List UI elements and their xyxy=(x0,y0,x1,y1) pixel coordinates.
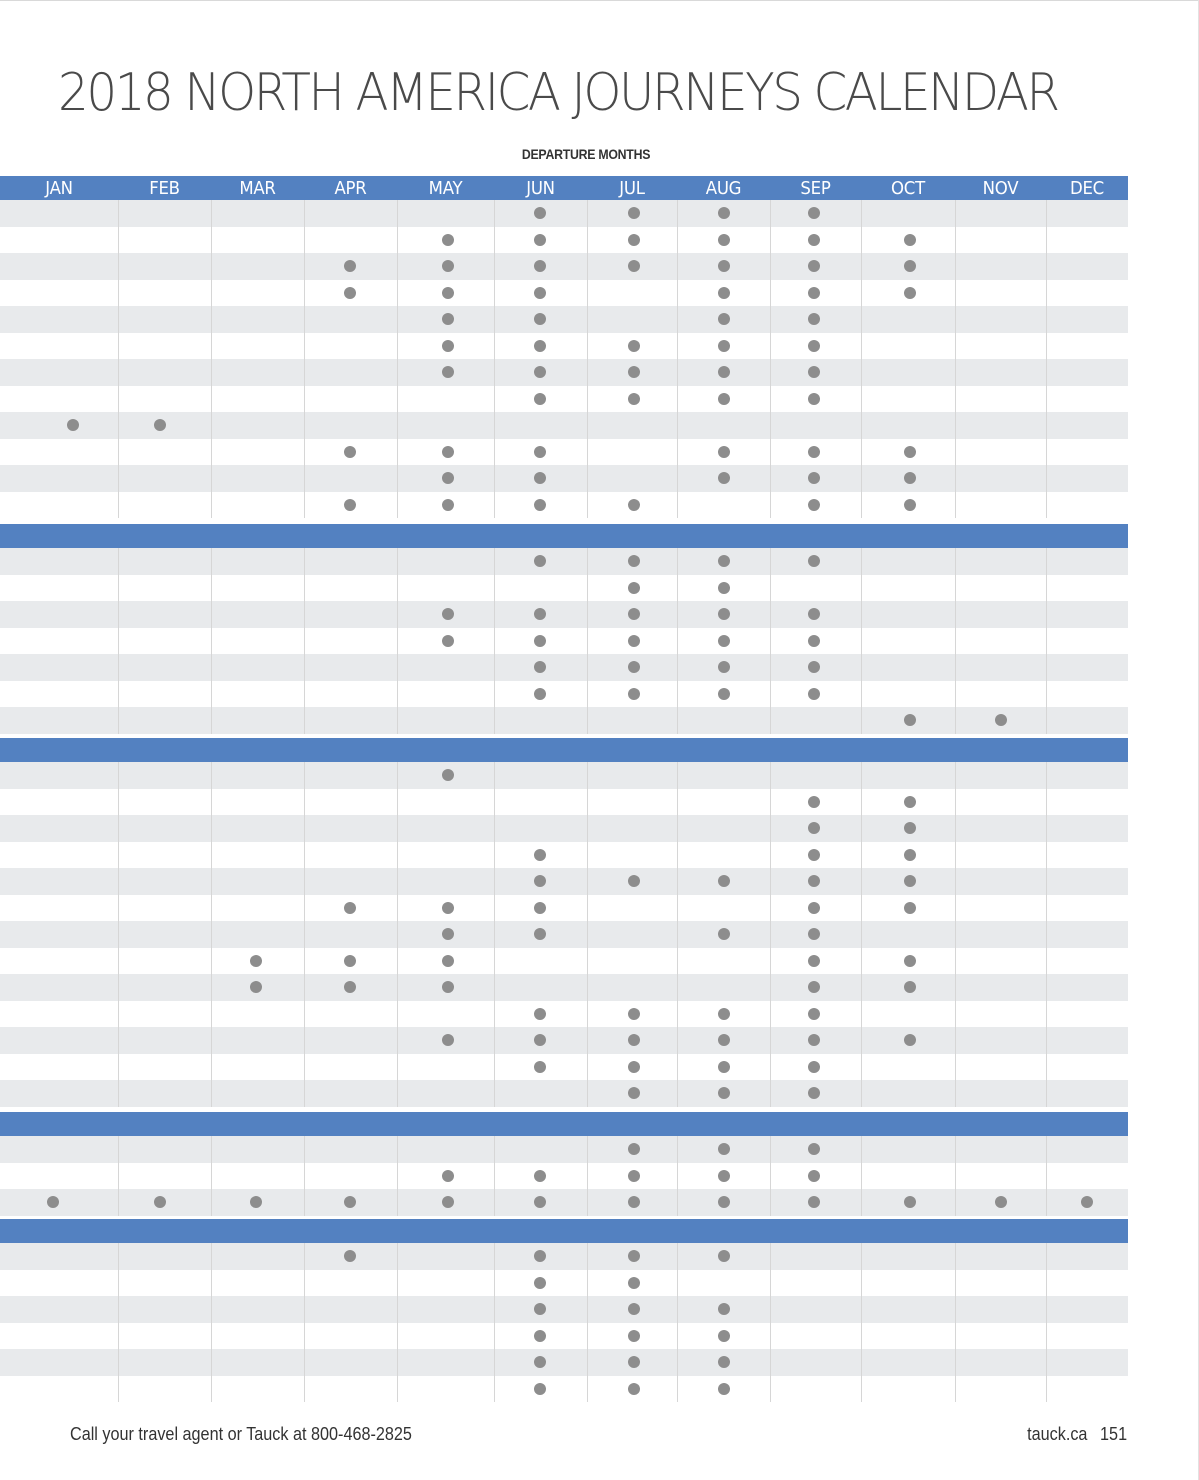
departure-dot xyxy=(442,1170,454,1182)
column-divider xyxy=(397,762,398,1107)
departure-dot xyxy=(442,955,454,967)
column-divider xyxy=(1046,548,1047,734)
table-row xyxy=(0,1163,1128,1190)
table-row xyxy=(0,1376,1128,1403)
table-row xyxy=(0,548,1128,575)
column-divider xyxy=(304,200,305,518)
month-aug: AUG xyxy=(705,178,742,199)
departure-dot xyxy=(718,340,730,352)
departure-dot xyxy=(344,446,356,458)
departure-dot xyxy=(534,1170,546,1182)
departure-dot xyxy=(718,1008,730,1020)
month-jun: JUN xyxy=(526,178,555,199)
departure-dot xyxy=(718,1383,730,1395)
table-row xyxy=(0,1296,1128,1323)
month-sep: SEP xyxy=(800,178,831,199)
table-row xyxy=(0,601,1128,628)
column-divider xyxy=(677,762,678,1107)
column-divider xyxy=(677,548,678,734)
table-row xyxy=(0,707,1128,734)
departure-dot xyxy=(442,902,454,914)
table-row xyxy=(0,868,1128,895)
column-divider xyxy=(677,200,678,518)
column-divider xyxy=(118,200,119,518)
table-row xyxy=(0,1136,1128,1163)
column-divider xyxy=(1046,200,1047,518)
column-divider xyxy=(955,548,956,734)
column-divider xyxy=(304,1243,305,1402)
departure-dot xyxy=(534,1330,546,1342)
departure-dot xyxy=(808,446,820,458)
departure-dot xyxy=(808,688,820,700)
table-row xyxy=(0,253,1128,280)
departure-dot xyxy=(808,499,820,511)
departure-dot xyxy=(808,340,820,352)
table-row xyxy=(0,628,1128,655)
table-row xyxy=(0,1080,1128,1107)
column-divider xyxy=(677,1243,678,1402)
departure-dot xyxy=(534,849,546,861)
column-divider xyxy=(677,1136,678,1216)
departure-dot xyxy=(628,1170,640,1182)
table-row xyxy=(0,359,1128,386)
departure-dot xyxy=(628,1008,640,1020)
table-row xyxy=(0,386,1128,413)
departure-dot xyxy=(808,902,820,914)
departure-dot xyxy=(534,234,546,246)
column-divider xyxy=(397,1243,398,1402)
departure-dot xyxy=(808,393,820,405)
departure-dot xyxy=(534,635,546,647)
table-row xyxy=(0,1054,1128,1081)
column-divider xyxy=(397,548,398,734)
column-divider xyxy=(1046,1136,1047,1216)
departure-dot xyxy=(534,1008,546,1020)
departure-dot xyxy=(534,287,546,299)
column-divider xyxy=(211,200,212,518)
table-row xyxy=(0,1349,1128,1376)
table-row xyxy=(0,948,1128,975)
departure-dot xyxy=(904,446,916,458)
column-divider xyxy=(770,762,771,1107)
table-row xyxy=(0,1323,1128,1350)
month-jan: JAN xyxy=(45,178,73,199)
departure-dot xyxy=(344,902,356,914)
departure-dot xyxy=(628,234,640,246)
table-row xyxy=(0,465,1128,492)
departure-dot xyxy=(808,1170,820,1182)
column-divider xyxy=(397,1136,398,1216)
departure-dot xyxy=(718,393,730,405)
departure-dot xyxy=(904,902,916,914)
column-divider xyxy=(955,762,956,1107)
column-divider xyxy=(861,1243,862,1402)
column-divider xyxy=(211,1243,212,1402)
page-title: 2018 NORTH AMERICA JOURNEYS CALENDAR xyxy=(58,63,1058,123)
departure-dot xyxy=(628,635,640,647)
departure-dot xyxy=(808,287,820,299)
departure-dot xyxy=(628,393,640,405)
section-separator xyxy=(0,738,1128,762)
section-separator xyxy=(0,1219,1128,1243)
departure-dot xyxy=(904,287,916,299)
column-divider xyxy=(211,1136,212,1216)
table-row xyxy=(0,789,1128,816)
month-nov: NOV xyxy=(982,178,1019,199)
departure-dot xyxy=(718,582,730,594)
month-dec: DEC xyxy=(1070,178,1104,199)
month-feb: FEB xyxy=(149,178,180,199)
section-separator xyxy=(0,524,1128,548)
departure-dot xyxy=(534,688,546,700)
departure-dot xyxy=(808,635,820,647)
table-row xyxy=(0,921,1128,948)
departure-dot xyxy=(808,796,820,808)
table-row xyxy=(0,1027,1128,1054)
column-divider xyxy=(304,548,305,734)
column-divider xyxy=(211,548,212,734)
month-mar: MAR xyxy=(239,178,276,199)
column-divider xyxy=(587,200,588,518)
departure-dot xyxy=(808,1008,820,1020)
column-divider xyxy=(587,1136,588,1216)
departure-dot xyxy=(534,902,546,914)
column-divider xyxy=(494,762,495,1107)
departure-dot xyxy=(628,1383,640,1395)
departure-dot xyxy=(442,340,454,352)
column-divider xyxy=(494,1136,495,1216)
column-divider xyxy=(587,548,588,734)
column-divider xyxy=(861,200,862,518)
departure-months-label: DEPARTURE MONTHS xyxy=(521,146,651,162)
departure-dot xyxy=(442,499,454,511)
table-row xyxy=(0,1243,1128,1270)
departure-dot xyxy=(904,499,916,511)
departure-dot xyxy=(808,234,820,246)
footer-site-page xyxy=(1027,1424,1127,1445)
column-divider xyxy=(955,200,956,518)
departure-dot xyxy=(534,340,546,352)
table-row xyxy=(0,333,1128,360)
column-divider xyxy=(770,548,771,734)
departure-dot xyxy=(718,446,730,458)
month-oct: OCT xyxy=(891,178,925,199)
column-divider xyxy=(304,762,305,1107)
footer-site: tauck.ca xyxy=(1027,1424,1088,1444)
column-divider xyxy=(494,1243,495,1402)
departure-dot xyxy=(904,849,916,861)
table-row xyxy=(0,1189,1128,1216)
month-apr: APR xyxy=(334,178,367,199)
departure-dot xyxy=(628,340,640,352)
column-divider xyxy=(494,200,495,518)
column-divider xyxy=(770,1243,771,1402)
table-row xyxy=(0,492,1128,519)
column-divider xyxy=(118,762,119,1107)
departure-dot xyxy=(534,1061,546,1073)
month-jul: JUL xyxy=(619,178,645,199)
departure-dot xyxy=(628,1061,640,1073)
column-divider xyxy=(118,548,119,734)
departure-dot xyxy=(344,955,356,967)
departure-dot xyxy=(808,1061,820,1073)
departure-dot xyxy=(808,849,820,861)
footer-contact: Call your travel agent or Tauck at 800-468-2825 xyxy=(70,1424,412,1444)
departure-dot xyxy=(442,287,454,299)
departure-dot xyxy=(534,446,546,458)
departure-dot xyxy=(442,234,454,246)
table-row xyxy=(0,1270,1128,1297)
departure-dot xyxy=(718,234,730,246)
table-row xyxy=(0,227,1128,254)
column-divider xyxy=(861,762,862,1107)
column-divider xyxy=(118,1243,119,1402)
table-row xyxy=(0,654,1128,681)
column-divider xyxy=(494,548,495,734)
column-divider xyxy=(211,762,212,1107)
table-row xyxy=(0,439,1128,466)
column-divider xyxy=(861,548,862,734)
column-divider xyxy=(955,1243,956,1402)
departure-dot xyxy=(534,1383,546,1395)
departure-dot xyxy=(250,955,262,967)
departure-dot xyxy=(718,1061,730,1073)
departure-dot xyxy=(534,1277,546,1289)
page-number: 151 xyxy=(1099,1424,1127,1444)
column-divider xyxy=(1046,762,1047,1107)
column-divider xyxy=(587,1243,588,1402)
departure-dot xyxy=(718,635,730,647)
table-row xyxy=(0,575,1128,602)
section-separator xyxy=(0,1112,1128,1136)
column-divider xyxy=(770,200,771,518)
departure-dot xyxy=(628,688,640,700)
departure-dot xyxy=(534,393,546,405)
table-row xyxy=(0,412,1128,439)
departure-dot xyxy=(442,635,454,647)
column-divider xyxy=(770,1136,771,1216)
departure-dot xyxy=(718,287,730,299)
table-row xyxy=(0,815,1128,842)
departure-dot xyxy=(628,1277,640,1289)
departure-dot xyxy=(344,287,356,299)
table-row xyxy=(0,1001,1128,1028)
departure-dot xyxy=(718,1330,730,1342)
column-divider xyxy=(397,200,398,518)
departure-dot xyxy=(904,796,916,808)
table-row xyxy=(0,762,1128,789)
table-row xyxy=(0,306,1128,333)
departure-dot xyxy=(904,234,916,246)
departure-dot xyxy=(808,955,820,967)
month-may: MAY xyxy=(428,178,463,199)
departure-dot xyxy=(904,955,916,967)
column-divider xyxy=(587,762,588,1107)
table-row xyxy=(0,974,1128,1001)
table-row xyxy=(0,895,1128,922)
departure-dot xyxy=(534,499,546,511)
departure-dot xyxy=(718,1170,730,1182)
table-row xyxy=(0,842,1128,869)
month-header-bar xyxy=(0,176,1128,200)
table-row xyxy=(0,200,1128,227)
departure-dot xyxy=(628,582,640,594)
departure-dot xyxy=(344,499,356,511)
column-divider xyxy=(304,1136,305,1216)
departure-dot xyxy=(718,688,730,700)
table-row xyxy=(0,280,1128,307)
departure-dot xyxy=(442,446,454,458)
departure-dot xyxy=(628,1330,640,1342)
table-row xyxy=(0,681,1128,708)
column-divider xyxy=(1046,1243,1047,1402)
column-divider xyxy=(955,1136,956,1216)
column-divider xyxy=(118,1136,119,1216)
column-divider xyxy=(861,1136,862,1216)
departure-dot xyxy=(628,499,640,511)
